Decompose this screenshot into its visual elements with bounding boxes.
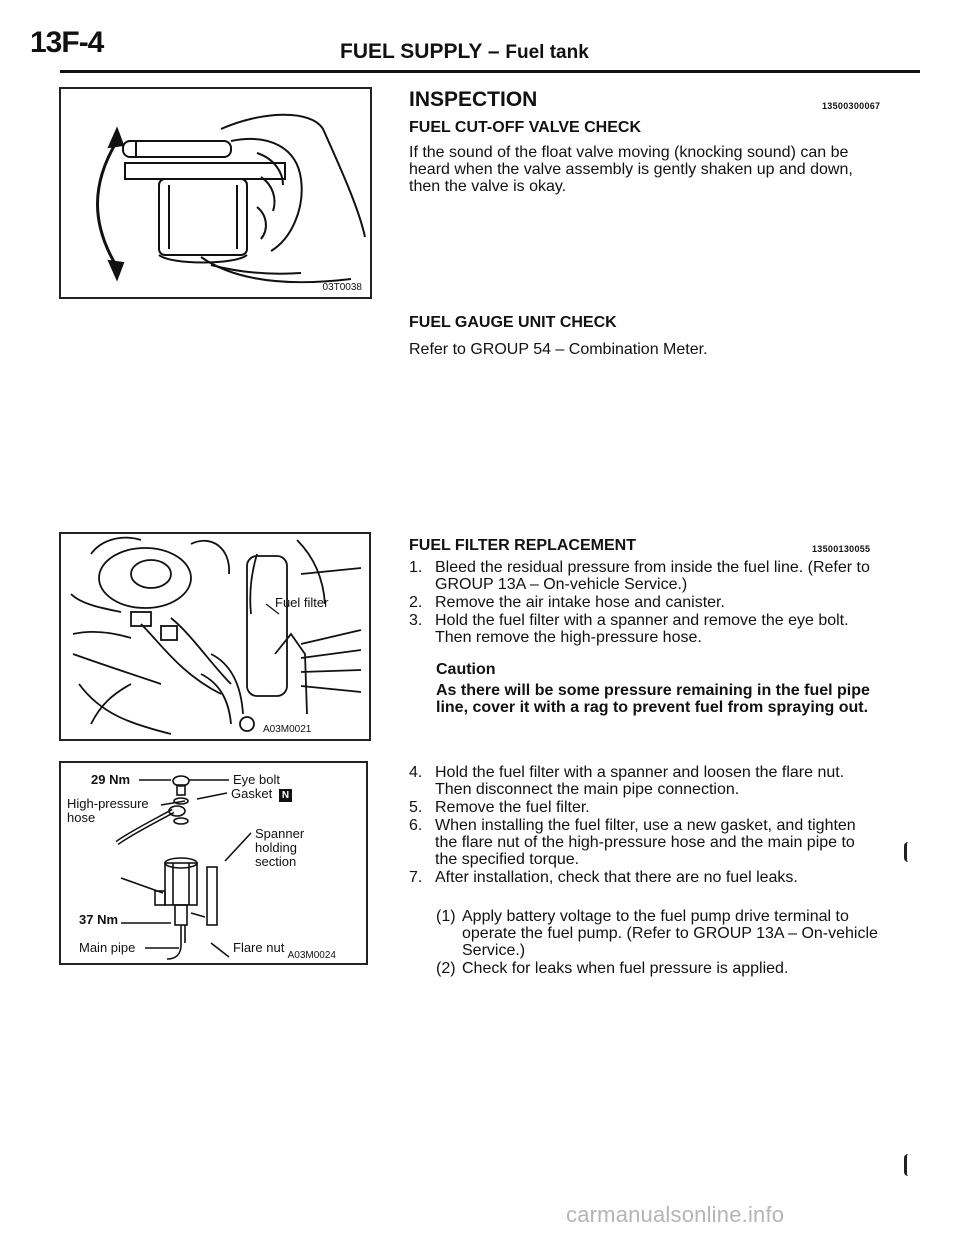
step-number: 5.	[409, 799, 423, 816]
figure-fuel-filter-location	[59, 532, 371, 741]
torque-29nm: 29 Nm	[91, 772, 131, 787]
step-text: Remove the air intake hose and canister.	[435, 594, 725, 611]
figure-code: A03M0021	[263, 724, 312, 735]
inspection-heading: INSPECTION	[409, 88, 538, 111]
filter-replacement-code: 13500130055	[812, 544, 871, 554]
gasket-callout	[231, 787, 292, 802]
gauge-unit-heading: FUEL GAUGE UNIT CHECK	[409, 314, 617, 331]
step-number: 6.	[409, 817, 423, 834]
high-pressure-hose-line-1: High-pressure	[67, 796, 149, 811]
spanner-line-3: section	[255, 854, 297, 869]
step-item	[409, 869, 879, 886]
figure-code: A03M0024	[287, 950, 336, 961]
step-item	[409, 799, 879, 816]
caution-text: As there will be some pressure remaining in the fuel pipe line, cover it with a rag to prevent fuel from spraying out.	[436, 682, 870, 716]
spanner-line-2: holding	[255, 840, 297, 855]
page-title-sub: Fuel tank	[505, 42, 589, 63]
high-pressure-hose-callout	[67, 797, 149, 825]
step-item	[409, 559, 879, 593]
page-title-main: FUEL SUPPLY	[340, 40, 482, 63]
step-number: 4.	[409, 764, 423, 781]
new-part-badge: N	[279, 789, 292, 802]
page-title-separator: –	[487, 40, 500, 63]
torque-37nm: 37 Nm	[79, 912, 119, 927]
sub-step-item	[436, 908, 879, 959]
step-item	[409, 594, 879, 611]
figure-fuel-filter-parts	[59, 761, 368, 965]
step-text: After installation, check that there are no fuel leaks.	[435, 869, 798, 886]
watermark: carmanualsonline.info	[566, 1202, 785, 1227]
page-number: 13F-4	[30, 26, 104, 59]
caution-heading: Caution	[436, 661, 496, 678]
steps-list-a	[409, 559, 879, 647]
fuel-filter-callout: Fuel filter	[275, 595, 329, 610]
sub-step-text: Check for leaks when fuel pressure is applied.	[462, 960, 789, 977]
step-number: 7.	[409, 869, 423, 886]
sub-step-number: (1)	[436, 908, 456, 925]
step-item	[409, 612, 879, 646]
spanner-holding-section-callout	[255, 827, 304, 869]
sub-steps-list	[436, 908, 879, 978]
step-number: 1.	[409, 559, 423, 576]
steps-list-b	[409, 764, 879, 887]
spanner-line-1: Spanner	[255, 826, 305, 841]
figure-code: 03T0038	[322, 282, 362, 293]
inspection-code: 13500300067	[822, 101, 881, 111]
sub-step-item	[436, 960, 879, 977]
scan-mark	[904, 842, 910, 862]
engine-bay-illustration	[61, 534, 369, 739]
figure-cutoff-valve	[59, 87, 372, 299]
step-item	[409, 764, 879, 798]
gauge-unit-text: Refer to GROUP 54 – Combination Meter.	[409, 341, 708, 358]
step-text: Hold the fuel filter with a spanner and remove the eye bolt. Then remove the high-pressure hose.	[435, 612, 849, 646]
step-text: Hold the fuel filter with a spanner and loosen the flare nut. Then disconnect the main pipe connection.	[435, 764, 845, 798]
step-text: Bleed the residual pressure from inside the fuel line. (Refer to GROUP 13A – On-vehicle Service.)	[435, 559, 870, 593]
high-pressure-hose-line-2: hose	[67, 810, 96, 825]
cutoff-valve-illustration	[61, 89, 370, 297]
scan-mark	[904, 1154, 910, 1176]
sub-step-text: Apply battery voltage to the fuel pump drive terminal to operate the fuel pump. (Refer to GROUP 13A – On-vehicle Service.)	[462, 908, 878, 959]
step-text: Remove the fuel filter.	[435, 799, 590, 816]
cutoff-valve-heading: FUEL CUT-OFF VALVE CHECK	[409, 119, 641, 136]
step-text: When installing the fuel filter, use a new gasket, and tighten the flare nut of the high-pressure hose and the main pipe to the specified torque.	[435, 817, 856, 868]
page-title	[340, 40, 589, 64]
filter-replacement-heading: FUEL FILTER REPLACEMENT	[409, 537, 636, 554]
eye-bolt-callout: Eye bolt	[233, 772, 280, 787]
gasket-label: Gasket	[231, 786, 273, 801]
sub-step-number: (2)	[436, 960, 456, 977]
step-item	[409, 817, 879, 868]
header-rule	[60, 70, 920, 73]
step-number: 3.	[409, 612, 423, 629]
fuel-filter-parts-illustration	[61, 763, 366, 963]
cutoff-valve-text: If the sound of the float valve moving (knocking sound) can be heard when the valve assembly is gently shaken up and down, then the valve is okay.	[409, 144, 853, 195]
flare-nut-callout: Flare nut	[233, 940, 285, 955]
main-pipe-callout: Main pipe	[79, 940, 136, 955]
step-number: 2.	[409, 594, 423, 611]
